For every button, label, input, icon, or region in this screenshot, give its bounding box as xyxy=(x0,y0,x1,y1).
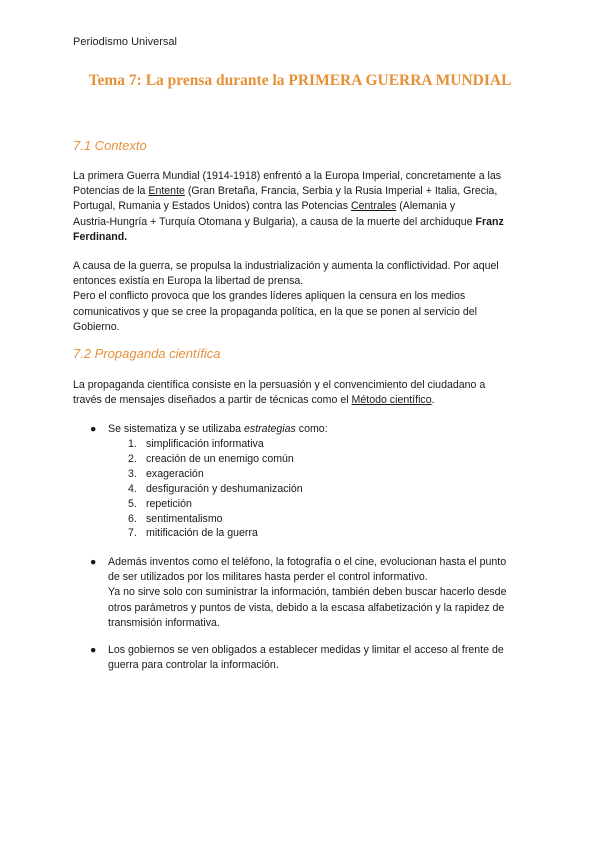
list-item-text: mitificación de la guerra xyxy=(146,527,258,540)
text-run: como: xyxy=(295,423,328,435)
bold-name-franz: Franz xyxy=(475,215,504,228)
bullet-icon: ● xyxy=(90,423,97,435)
text-line: A causa de la guerra, se propulsa la industrialización y aumenta la conflictividad. Por aquel xyxy=(73,260,499,272)
list-number: 7. xyxy=(128,527,137,540)
text-run: Potencias de la xyxy=(73,185,149,198)
propaganda-paragraph-1 xyxy=(73,378,533,408)
list-number: 5. xyxy=(128,497,137,510)
text-line: Además inventos como el teléfono, la fotografía o el cine, evolucionan hasta el punto xyxy=(108,556,507,568)
text-run: Austria-Hungría + Turquía Otomana y Bulgaria), a causa de la muerte del archiduque xyxy=(73,215,476,228)
text-line: entonces existía en Europa la libertad de prensa. xyxy=(73,275,304,288)
list-item-text: repetición xyxy=(146,497,192,510)
list-item-text: sentimentalismo xyxy=(146,512,223,525)
list-number: 3. xyxy=(128,467,137,480)
underlined-term-centrales: Centrales xyxy=(350,200,397,213)
text-line: La propaganda científica consiste en la persuasión y el convencimiento del ciudadano a xyxy=(73,379,486,391)
text-line: guerra para controlar la información. xyxy=(108,659,279,672)
list-item-text: creación de un enemigo común xyxy=(146,452,294,465)
list-item xyxy=(128,437,303,452)
text-line: Gobierno. xyxy=(73,320,120,333)
bold-name-ferdinand: Ferdinand. xyxy=(73,230,128,243)
text-run: . xyxy=(431,394,435,407)
text-line: Pero el conflicto provoca que los grandes líderes apliquen la censura en los medios xyxy=(73,290,466,303)
bullet-item-inventos xyxy=(108,555,548,631)
contexto-paragraph-2 xyxy=(73,259,533,335)
list-number: 1. xyxy=(128,438,137,450)
underlined-term-metodo-cientifico: Método científico xyxy=(351,394,432,407)
bullet-icon: ● xyxy=(90,644,97,656)
text-run: Portugal, Rumania y Estados Unidos) contra las Potencias xyxy=(73,200,351,213)
contexto-paragraph-1 xyxy=(73,169,533,245)
text-line xyxy=(73,230,533,245)
list-number: 4. xyxy=(128,482,137,495)
text-line: transmisión informativa. xyxy=(108,616,220,629)
strategies-list xyxy=(128,437,303,541)
list-item-text: desfiguración y deshumanización xyxy=(146,482,303,495)
text-line xyxy=(108,422,548,437)
text-line: de ser utilizados por los militares hasta perder el control informativo. xyxy=(108,571,428,584)
list-item xyxy=(128,497,303,512)
italic-term-estrategias: estrategias xyxy=(244,423,296,435)
text-run: través de mensajes diseñados a partir de técnicas como el xyxy=(73,394,352,407)
list-item xyxy=(128,512,303,527)
list-item xyxy=(128,526,303,541)
list-item xyxy=(128,482,303,497)
text-run: (Gran Bretaña, Francia, Serbia y la Rusia Imperial + Italia, Grecia, xyxy=(184,185,498,198)
text-line xyxy=(73,199,533,214)
text-line xyxy=(73,215,533,230)
text-line: La primera Guerra Mundial (1914-1918) enfrentó a la Europa Imperial, concretamente a las xyxy=(73,170,502,182)
section-heading-propaganda: 7.2 Propaganda científica xyxy=(73,346,221,361)
list-item xyxy=(128,467,303,482)
text-line: Los gobiernos se ven obligados a establecer medidas y limitar el acceso al frente de xyxy=(108,644,504,656)
list-number: 6. xyxy=(128,512,137,525)
section-heading-contexto: 7.1 Contexto xyxy=(73,138,147,153)
text-run: (Alemania y xyxy=(396,200,456,213)
text-run: Se sistematiza y se utilizaba xyxy=(108,423,245,435)
underlined-term-entente: Entente xyxy=(148,185,185,198)
text-line: comunicativos y que se cree la propaganda política, en la que se ponen al servicio del xyxy=(73,305,477,318)
document-header-label: Periodismo Universal xyxy=(73,36,177,48)
text-line xyxy=(73,184,533,199)
bullet-icon: ● xyxy=(90,556,97,568)
list-item-text: simplificación informativa xyxy=(146,438,264,450)
text-line xyxy=(73,393,533,408)
page-title: Tema 7: La prensa durante la PRIMERA GUERRA MUNDIAL xyxy=(88,72,512,89)
text-line: Ya no sirve solo con suministrar la información, también deben buscar hacerlo desde xyxy=(108,586,507,599)
list-item xyxy=(128,452,303,467)
list-number: 2. xyxy=(128,452,137,465)
bullet-item-gobiernos xyxy=(108,643,548,673)
bullet-item-estrategias xyxy=(108,422,548,437)
text-line: otros parámetros y puntos de vista, debido a la escasa alfabetización y la rapidez de xyxy=(108,601,505,614)
list-item-text: exageración xyxy=(146,467,204,480)
